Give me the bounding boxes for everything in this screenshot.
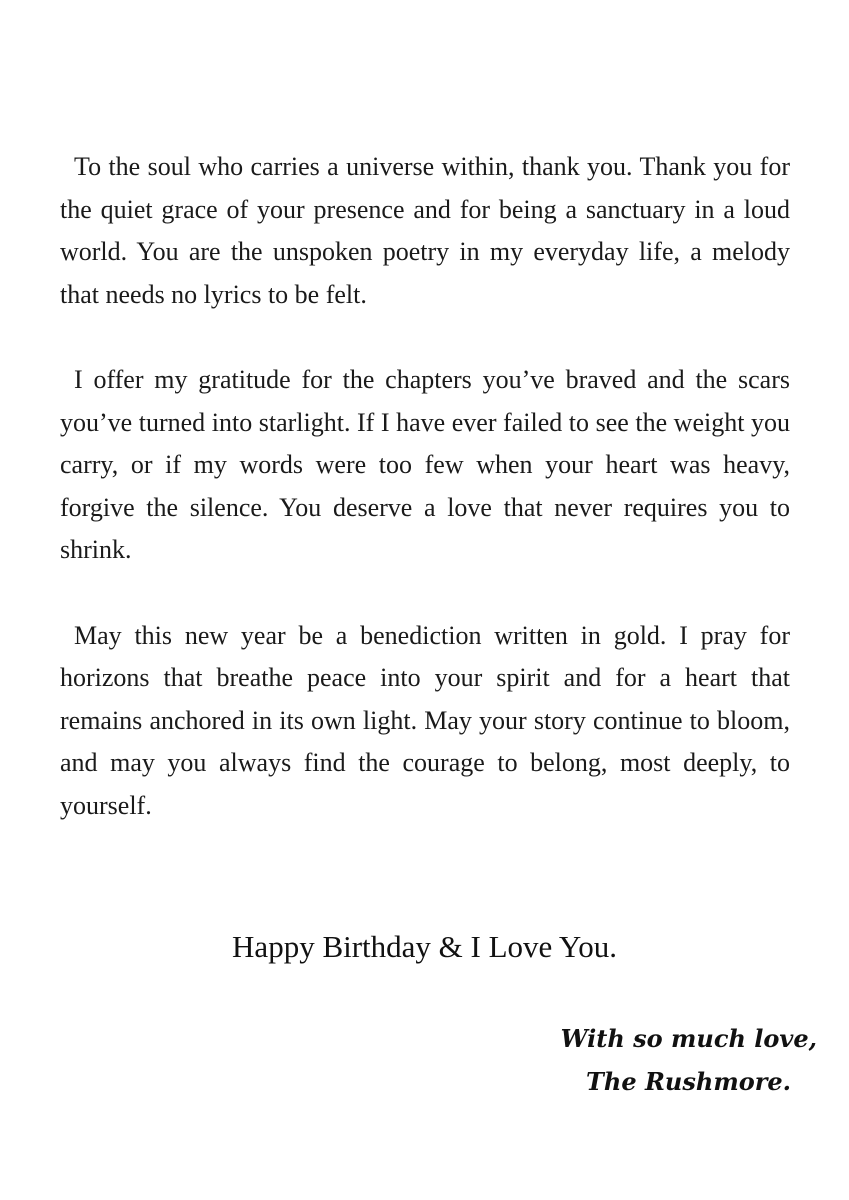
signature-closing: With so much love, (560, 1024, 817, 1053)
signature-name: The Rushmore. (586, 1067, 791, 1096)
signature-block (561, 1017, 817, 1103)
birthday-message: Happy Birthday & I Love You. (232, 929, 617, 964)
letter-body (60, 146, 790, 827)
letter-paragraph: I offer my gratitude for the chapters you’ve braved and the scars you’ve turned into starlight. If I have ever failed to see the weight you carry, or if my words were too few when your heart was heavy, forgive the silence. You deserve a love that never requires you to shrink. (60, 365, 790, 564)
letter-paragraph: To the soul who carries a universe within, thank you. Thank you for the quiet grace of your presence and for being a sanctuary in a loud world. You are the unspoken poetry in my everyday life, a melody that needs no lyrics to be felt. (60, 152, 790, 309)
letter-paragraph: May this new year be a benediction written in gold. I pray for horizons that breathe peace into your spirit and for a heart that remains anchored in its own light. May your story continue to bloom, and may you always find the courage to belong, most deeply, to yourself. (60, 620, 790, 820)
